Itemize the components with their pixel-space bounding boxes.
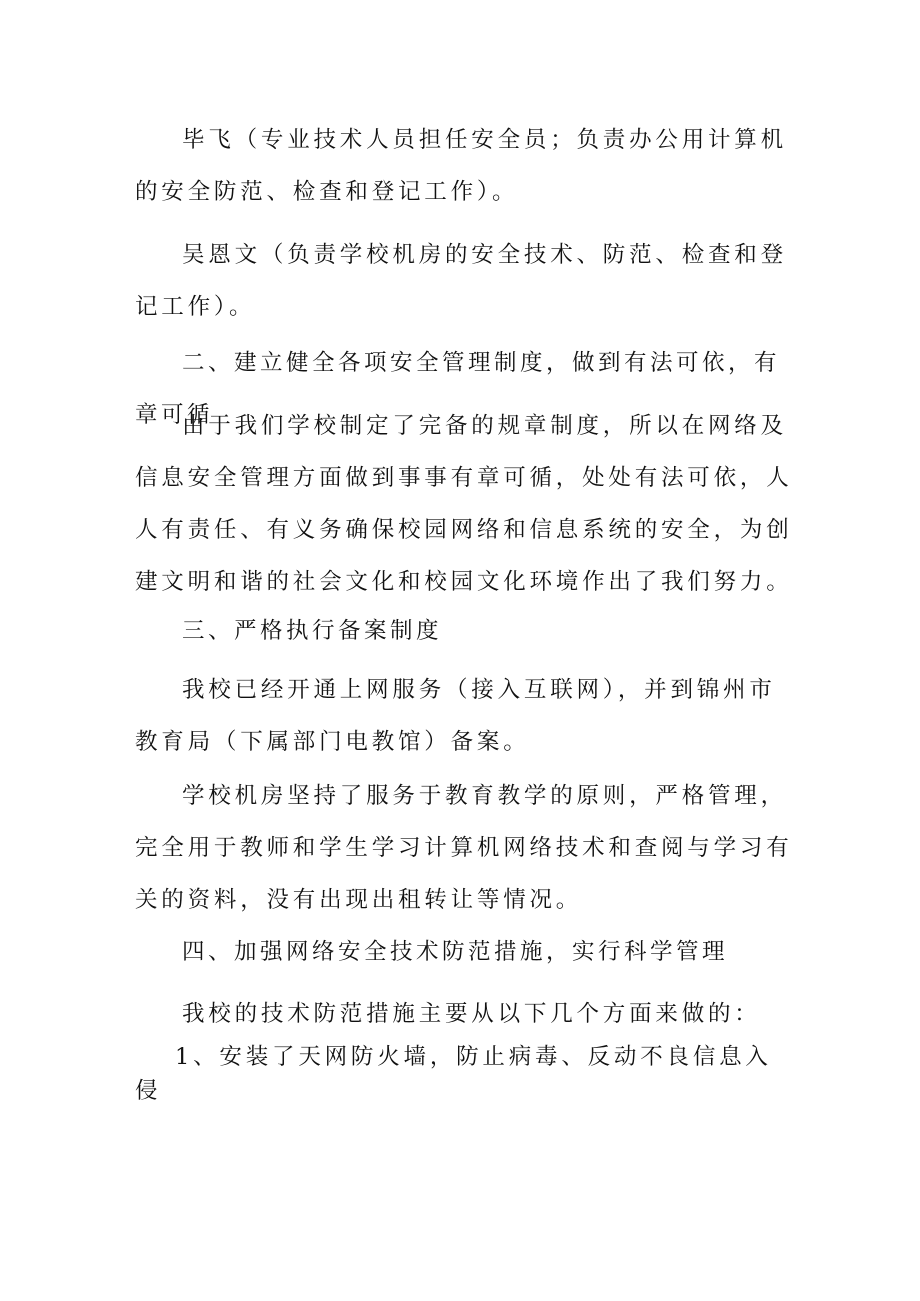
paragraph-registration: 我校已经开通上网服务（接入互联网），并到锦州市教育局（下属部门电教馆）备案。 (135, 677, 776, 755)
paragraph-management-rules: 由于我们学校制定了完备的规章制度，所以在网络及信息安全管理方面做到事事有章可循，处处有法可依，人人有责任、有义务确保校园网络和信息系统的安全，为创建文明和谐的社会文化和校园文化环境作出了我们努力。 (135, 413, 793, 595)
section-heading-3: 三、严格执行备案制度 (182, 618, 443, 644)
section-heading-4: 四、加强网络安全技术防范措施，实行科学管理 (182, 939, 729, 965)
paragraph-safety-officer-wuenwen: 吴恩文（负责学校机房的安全技术、防范、检查和登记工作）。 (135, 242, 787, 320)
list-item-firewall: 1、安装了天网防火墙，防止病毒、反动不良信息入侵 (135, 1044, 772, 1104)
paragraph-technical-measures-intro: 我校的技术防范措施主要从以下几个方面来做的： (182, 1001, 761, 1027)
paragraph-safety-officer-bifei: 毕飞（专业技术人员担任安全员；负责办公用计算机的安全防范、检查和登记工作）。 (135, 127, 787, 205)
section-heading-2: 二、建立健全各项安全管理制度，做到有法可依，有章可循 (135, 350, 781, 428)
paragraph-computer-room-use: 学校机房坚持了服务于教育教学的原则，严格管理，完全用于教师和学生学习计算机网络技术和查阅与学习有关的资料，没有出现出租转让等情况。 (135, 783, 793, 913)
